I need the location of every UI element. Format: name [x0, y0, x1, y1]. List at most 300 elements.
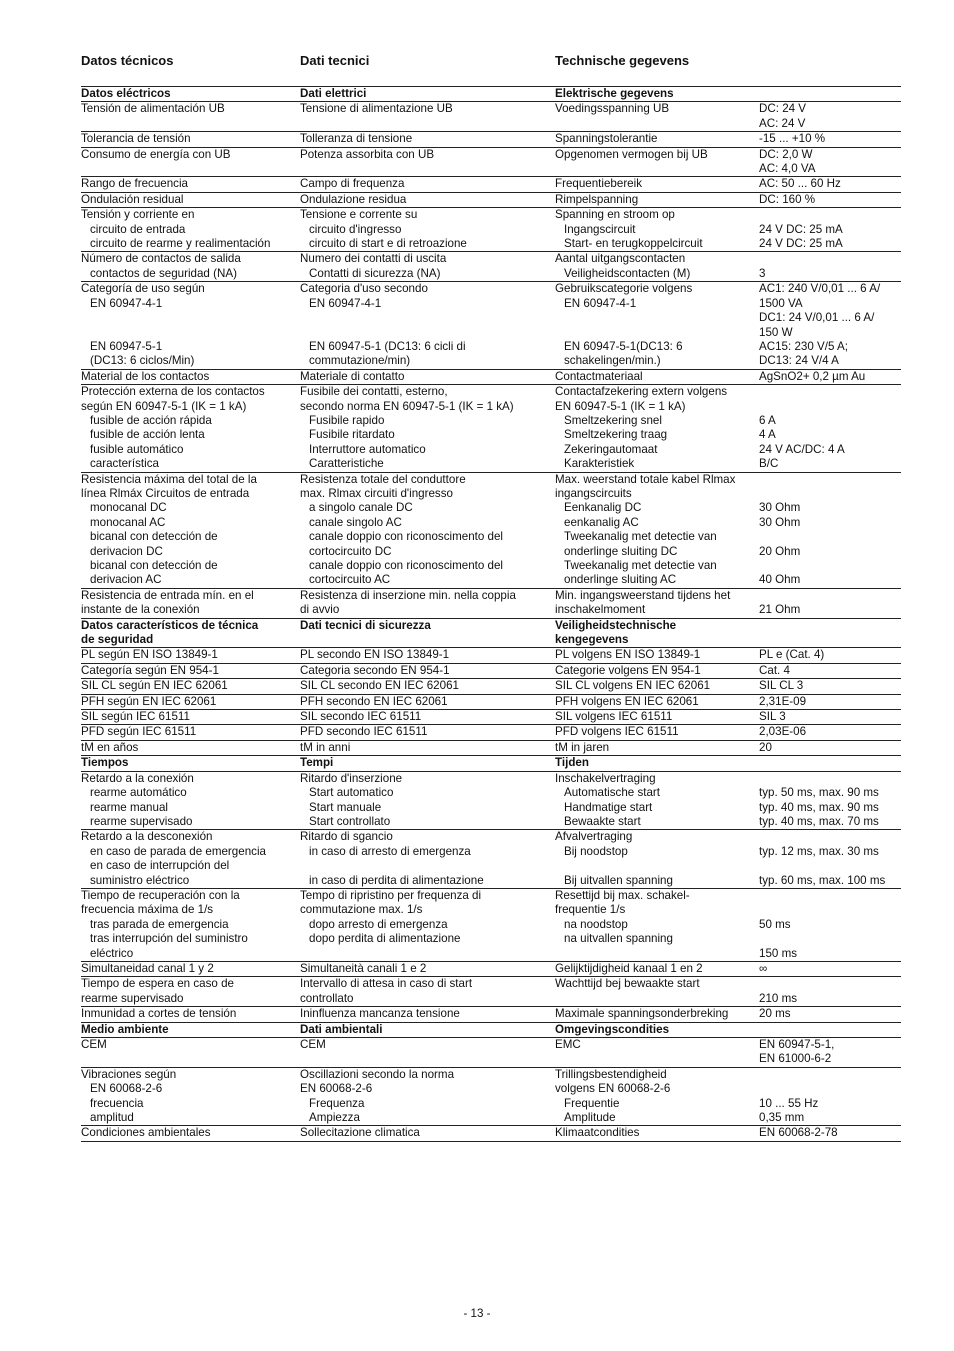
cell-line	[759, 1023, 901, 1037]
cell-line: frequentie 1/s	[555, 903, 626, 917]
cell-line: DC: 160 %	[759, 192, 816, 206]
cell-line: Sollecitazione climatica	[300, 1126, 420, 1140]
cell-value	[759, 1022, 901, 1037]
cell-nl	[555, 679, 759, 694]
cell-es	[81, 147, 300, 177]
cell-line: a singolo canale DC	[309, 501, 413, 515]
cell-line: PFD según IEC 61511	[81, 725, 197, 739]
cell-line: PFH secondo EN IEC 62061	[300, 694, 448, 708]
cell-line	[759, 208, 901, 222]
cell-line: Cat. 4	[759, 663, 790, 677]
cell-value	[759, 618, 901, 648]
cell-line: bicanal con detección de	[90, 530, 218, 544]
cell-line	[555, 326, 759, 340]
cell-line: de seguridad	[81, 633, 154, 647]
table-row	[81, 369, 901, 384]
cell-line: Tolerancia de tensión	[81, 132, 191, 146]
cell-es	[81, 740, 300, 755]
cell-value	[759, 888, 901, 961]
cell-nl	[555, 1126, 759, 1141]
cell-es	[81, 208, 300, 252]
cell-line: Contatti di sicurezza (NA)	[309, 266, 441, 280]
cell-es	[81, 87, 300, 102]
cell-it	[300, 588, 555, 618]
cell-line: rearme supervisado	[90, 814, 193, 828]
cell-line: 21 Ohm	[759, 603, 801, 617]
page-number: - 13 -	[463, 1307, 491, 1320]
cell-line: Bij noodstop	[564, 844, 628, 858]
cell-line	[759, 530, 901, 544]
cell-line: cortocircuito DC	[309, 544, 392, 558]
cell-line: fusible de acción lenta	[90, 428, 205, 442]
cell-line: 1500 VA	[759, 296, 803, 310]
cell-line: Categoria secondo EN 954-1	[300, 663, 450, 677]
cell-line: en caso de interrupción del	[90, 859, 230, 873]
cell-line: dopo perdita di alimentazione	[309, 932, 461, 946]
cell-nl	[555, 710, 759, 725]
cell-value	[759, 385, 901, 472]
cell-line: Condiciones ambientales	[81, 1126, 211, 1140]
cell-nl	[555, 977, 759, 1007]
cell-line: 210 ms	[759, 991, 798, 1005]
cell-line: contactos de seguridad (NA)	[90, 266, 237, 280]
cell-value	[759, 192, 901, 207]
cell-line: Categorie volgens EN 954-1	[555, 663, 701, 677]
cell-it	[300, 756, 555, 771]
cell-value	[759, 771, 901, 830]
cell-line: Frequentie	[564, 1096, 620, 1110]
cell-line: Resistencia máxima del total de la	[81, 472, 257, 486]
cell-value	[759, 177, 901, 192]
cell-line: Tensione di alimentazione UB	[300, 102, 453, 116]
cell-line: (DC13: 6 ciclos/Min)	[90, 354, 195, 368]
cell-line: EN 60068-2-6	[90, 1082, 163, 1096]
cell-line: Retardo a la conexión	[81, 771, 194, 785]
cell-line: Ingangscircuit	[564, 222, 636, 236]
cell-es	[81, 618, 300, 648]
cell-it	[300, 1038, 555, 1068]
cell-line: Ondulación residual	[81, 192, 184, 206]
cell-nl	[555, 648, 759, 663]
table-row	[81, 252, 901, 282]
cell-it	[300, 1022, 555, 1037]
cell-es	[81, 282, 300, 369]
cell-line: 2,03E-06	[759, 725, 807, 739]
cell-line: Fusibile dei contatti, esterno,	[300, 385, 448, 399]
cell-line: Medio ambiente	[81, 1022, 169, 1036]
cell-line: derivacion DC	[90, 544, 163, 558]
cell-it	[300, 1007, 555, 1022]
cell-line: tM in jaren	[555, 740, 610, 754]
cell-line: 40 Ohm	[759, 573, 801, 587]
cell-line: Tiempos	[81, 756, 129, 770]
cell-line	[759, 589, 901, 603]
cell-line: circuito di start e di retroazione	[309, 237, 467, 251]
cell-it	[300, 192, 555, 207]
heading-nl: Technische gegevens	[555, 53, 690, 68]
cell-line: Omgevingscondities	[555, 1022, 670, 1036]
section-row	[81, 618, 901, 648]
cell-line: max. Rlmax circuiti d'ingresso	[300, 486, 453, 500]
cell-value	[759, 740, 901, 755]
cell-line: AC1: 240 V/0,01 ... 6 A/	[759, 282, 881, 296]
cell-value	[759, 282, 901, 369]
cell-line	[759, 772, 901, 786]
cell-line	[300, 326, 555, 340]
cell-es	[81, 369, 300, 384]
cell-line	[759, 977, 901, 991]
cell-line	[759, 87, 901, 101]
cell-line: Materiale di contatto	[300, 369, 405, 383]
cell-line: dopo arresto di emergenza	[309, 917, 448, 931]
cell-line: Intervallo di attesa in caso di start	[300, 977, 473, 991]
cell-line: commutazione/min)	[309, 354, 411, 368]
cell-line: di avvio	[300, 603, 340, 617]
cell-line: typ. 40 ms, max. 90 ms	[759, 800, 879, 814]
cell-line: circuito d'ingresso	[309, 222, 402, 236]
table-row	[81, 725, 901, 740]
cell-line: EN 60947-4-1	[564, 296, 637, 310]
cell-it	[300, 663, 555, 678]
cell-line: Maximale spanningsonderbreking	[555, 1007, 729, 1021]
cell-line	[555, 947, 759, 961]
cell-value	[759, 961, 901, 976]
cell-line: EN 60947-5-1,	[759, 1038, 835, 1051]
cell-es	[81, 648, 300, 663]
cell-line: 150 ms	[759, 946, 798, 960]
cell-line: instante de la conexión	[81, 603, 200, 617]
cell-line: tras parada de emergencia	[90, 917, 229, 931]
table-row	[81, 588, 901, 618]
cell-it	[300, 679, 555, 694]
cell-line: Contactmateriaal	[555, 369, 643, 383]
cell-line	[759, 859, 901, 873]
cell-line: Ampiezza	[309, 1111, 360, 1125]
cell-line: AC: 4,0 VA	[759, 162, 816, 176]
cell-line: Tiempo de recuperación con la	[81, 888, 240, 902]
cell-line: según EN 60947-5-1 (IK = 1 kA)	[81, 399, 247, 413]
cell-es	[81, 588, 300, 618]
cell-line: typ. 50 ms, max. 90 ms	[759, 786, 879, 800]
cell-line: Dati tecnici di sicurezza	[300, 618, 431, 632]
cell-line: EMC	[555, 1038, 581, 1051]
cell-line	[759, 830, 901, 844]
cell-line: monocanal DC	[90, 501, 167, 515]
cell-line: Aantal uitgangscontacten	[555, 252, 686, 266]
cell-line: Smeltzekering snel	[564, 413, 662, 427]
table-row	[81, 1067, 901, 1126]
cell-line	[759, 473, 901, 487]
cell-line: 24 V AC/DC: 4 A	[759, 442, 845, 456]
cell-line: PFH volgens EN IEC 62061	[555, 694, 699, 708]
cell-line: amplitud	[90, 1111, 134, 1125]
cell-it	[300, 208, 555, 252]
cell-line: DC13: 24 V/4 A	[759, 354, 839, 368]
cell-value	[759, 1007, 901, 1022]
cell-line: Start- en terugkoppelcircuit	[564, 237, 703, 251]
cell-line: Gelijktijdigheid kanaal 1 en 2	[555, 961, 703, 975]
cell-line: PFD volgens IEC 61511	[555, 725, 679, 739]
cell-line: Klimaatcondities	[555, 1126, 640, 1140]
cell-line: Oscillazioni secondo la norma	[300, 1067, 455, 1081]
cell-line: Eenkanalig DC	[564, 501, 642, 515]
cell-line: onderlinge sluiting DC	[564, 544, 678, 558]
cell-line: derivacion AC	[90, 573, 162, 587]
cell-line	[81, 311, 300, 325]
cell-line: Wachttijd bej bewaakte start	[555, 977, 700, 991]
cell-line: DC1: 24 V/0,01 ... 6 A/	[759, 311, 875, 325]
cell-line: rearme manual	[90, 800, 168, 814]
cell-line: PL e (Cat. 4)	[759, 648, 825, 662]
cell-nl	[555, 756, 759, 771]
cell-line: Ininfluenza mancanza tensione	[300, 1007, 460, 1021]
cell-line: Retardo a la desconexión	[81, 830, 213, 844]
cell-it	[300, 888, 555, 961]
cell-line: circuito de entrada	[90, 222, 186, 236]
cell-line: cortocircuito AC	[309, 573, 391, 587]
cell-es	[81, 1022, 300, 1037]
cell-line: Opgenomen vermogen bij UB	[555, 147, 708, 161]
cell-value	[759, 756, 901, 771]
cell-line: 6 A	[759, 413, 776, 427]
cell-line: commutazione max. 1/s	[300, 903, 423, 917]
cell-line: canale singolo AC	[309, 515, 402, 529]
cell-line: Resistenza di inserzione min. nella coppia	[300, 588, 516, 602]
cell-line: Tolleranza di tensione	[300, 132, 413, 146]
cell-line: fusible de acción rápida	[90, 413, 212, 427]
cell-line: SIL CL 3	[759, 679, 804, 693]
table-row	[81, 282, 901, 369]
cell-line: rearme automático	[90, 786, 187, 800]
cell-line: Zekeringautomaat	[564, 442, 658, 456]
cell-line: Categoría de uso según	[81, 282, 205, 296]
cell-line: Start controllato	[309, 814, 391, 828]
table-row	[81, 1007, 901, 1022]
cell-line: Fusibile rapido	[309, 413, 385, 427]
cell-line: Resettijd bij max. schakel-	[555, 888, 690, 902]
cell-line: 20 Ohm	[759, 544, 801, 558]
cell-line: Tweekanalig met detectie van	[564, 559, 717, 572]
cell-line: PL secondo EN ISO 13849-1	[300, 648, 450, 662]
spec-table	[81, 86, 901, 1142]
cell-line: DC: 24 V	[759, 102, 807, 116]
cell-value	[759, 1126, 901, 1141]
cell-line: 3	[759, 266, 766, 280]
cell-line: 24 V DC: 25 mA	[759, 222, 843, 236]
table-row	[81, 102, 901, 132]
cell-nl	[555, 618, 759, 648]
cell-line: Potenza assorbita con UB	[300, 147, 435, 161]
cell-line: Afvalvertraging	[555, 830, 633, 844]
cell-value	[759, 472, 901, 588]
cell-es	[81, 177, 300, 192]
cell-line: Dati ambientali	[300, 1022, 383, 1036]
cell-line: Número de contactos de salida	[81, 252, 241, 266]
cell-line: Tiempo de espera en caso de	[81, 977, 234, 991]
cell-line: 50 ms	[759, 917, 791, 931]
cell-line: Frequentiebereik	[555, 177, 643, 191]
cell-line: Tensione e corrente su	[300, 208, 418, 222]
cell-es	[81, 385, 300, 472]
cell-line: Caratteristiche	[309, 457, 384, 471]
cell-line: línea Rlmáx Circuitos de entrada	[81, 486, 250, 500]
cell-line: Automatische start	[564, 786, 661, 800]
cell-line: onderlinge sluiting AC	[564, 573, 677, 587]
table-row	[81, 830, 901, 889]
cell-line: EN 60947-5-1(DC13: 6	[564, 339, 683, 353]
cell-line: PFH según EN IEC 62061	[81, 694, 217, 708]
cell-line: eenkanalig AC	[564, 515, 639, 529]
cell-line: EN 61000-6-2	[759, 1052, 832, 1066]
cell-value	[759, 1038, 901, 1068]
cell-line: kengegevens	[555, 633, 629, 647]
cell-value	[759, 725, 901, 740]
cell-es	[81, 694, 300, 709]
cell-line: in caso di perdita di alimentazione	[309, 873, 484, 887]
cell-es	[81, 977, 300, 1007]
cell-line: PL según EN ISO 13849-1	[81, 648, 218, 662]
cell-nl	[555, 1038, 759, 1068]
cell-it	[300, 385, 555, 472]
cell-line: B/C	[759, 457, 779, 471]
cell-line: Tweekanalig met detectie van	[564, 530, 717, 544]
cell-line: Elektrische gegevens	[555, 87, 674, 100]
cell-line: Dati elettrici	[300, 87, 367, 100]
cell-nl	[555, 282, 759, 369]
table-row	[81, 888, 901, 961]
cell-line: 10 ... 55 Hz	[759, 1096, 819, 1110]
cell-line: monocanal AC	[90, 515, 166, 529]
cell-line: Resistencia de entrada mín. en el	[81, 588, 254, 602]
cell-line: Datos característicos de técnica	[81, 618, 259, 632]
cell-it	[300, 177, 555, 192]
cell-nl	[555, 961, 759, 976]
cell-nl	[555, 177, 759, 192]
cell-line: Ritardo di sgancio	[300, 830, 393, 844]
cell-line: Veiligheidscontacten (M)	[564, 266, 691, 280]
table-row	[81, 385, 901, 472]
cell-line: tras interrupción del suministro	[90, 932, 248, 946]
cell-line: en caso de parada de emergencia	[90, 844, 266, 858]
cell-nl	[555, 1022, 759, 1037]
cell-es	[81, 252, 300, 282]
cell-line: frecuencia	[90, 1096, 144, 1110]
cell-nl	[555, 192, 759, 207]
cell-line: canale doppio con riconoscimento del	[309, 530, 503, 544]
cell-line: EN 60068-2-6	[300, 1082, 373, 1096]
cell-es	[81, 961, 300, 976]
cell-line: Tempi	[300, 756, 334, 770]
cell-line: rearme supervisado	[81, 991, 184, 1005]
cell-value	[759, 87, 901, 102]
section-row	[81, 1022, 901, 1037]
cell-line: Inmunidad a cortes de tensión	[81, 1007, 237, 1021]
cell-value	[759, 694, 901, 709]
table-row	[81, 472, 901, 588]
table-row	[81, 694, 901, 709]
cell-line: Material de los contactos	[81, 369, 210, 383]
cell-line: 0,35 mm	[759, 1111, 805, 1125]
cell-line	[81, 326, 300, 340]
cell-es	[81, 679, 300, 694]
cell-line	[759, 487, 901, 501]
cell-value	[759, 710, 901, 725]
cell-line	[759, 252, 901, 266]
cell-line: ∞	[759, 961, 768, 975]
cell-line: característica	[90, 457, 159, 471]
cell-line: AC: 24 V	[759, 116, 806, 130]
cell-it	[300, 102, 555, 132]
cell-line	[555, 859, 759, 873]
cell-line: Datos eléctricos	[81, 87, 171, 100]
cell-line: Inschakelvertraging	[555, 771, 656, 785]
cell-line: secondo norma EN 60947-5-1 (IK = 1 kA)	[300, 399, 514, 413]
cell-value	[759, 588, 901, 618]
table-row	[81, 679, 901, 694]
cell-es	[81, 1007, 300, 1022]
cell-line: Smeltzekering traag	[564, 428, 668, 442]
cell-es	[81, 771, 300, 830]
cell-es	[81, 1038, 300, 1068]
cell-line: 2,31E-09	[759, 694, 807, 708]
cell-line: schakelingen/min.)	[564, 354, 661, 368]
cell-line: SIL volgens IEC 61511	[555, 710, 673, 724]
cell-line: Vibraciones según	[81, 1067, 177, 1081]
cell-nl	[555, 830, 759, 889]
cell-it	[300, 830, 555, 889]
cell-it	[300, 648, 555, 663]
cell-nl	[555, 132, 759, 147]
cell-it	[300, 252, 555, 282]
cell-line: EN 60947-4-1	[309, 296, 382, 310]
cell-value	[759, 252, 901, 282]
cell-line	[759, 756, 901, 770]
cell-line: bicanal con detección de	[90, 559, 218, 572]
cell-line: Handmatige start	[564, 800, 653, 814]
cell-line: Bij uitvallen spanning	[564, 873, 673, 887]
cell-nl	[555, 369, 759, 384]
table-row	[81, 961, 901, 976]
cell-line: 20 ms	[759, 1007, 791, 1021]
cell-line: Protección externa de los contactos	[81, 385, 265, 399]
cell-line: EN 60947-4-1	[90, 296, 163, 310]
cell-line: Resistenza totale del conduttore	[300, 472, 466, 486]
cell-line: PL volgens EN ISO 13849-1	[555, 648, 701, 662]
cell-line: AgSnO2+ 0,2 µm Au	[759, 369, 866, 383]
cell-line: Categoría según EN 954-1	[81, 663, 219, 677]
section-row	[81, 756, 901, 771]
cell-line: -15 ... +10 %	[759, 132, 826, 146]
cell-line: Bewaakte start	[564, 814, 641, 828]
cell-line: na uitvallen spanning	[564, 932, 673, 946]
cell-it	[300, 694, 555, 709]
cell-line: Tempo di ripristino per frequenza di	[300, 888, 482, 902]
cell-es	[81, 102, 300, 132]
cell-line: Tensión de alimentación UB	[81, 102, 225, 116]
cell-line: Rango de frecuencia	[81, 177, 188, 191]
table-row	[81, 771, 901, 830]
table-row	[81, 192, 901, 207]
cell-line: frecuencia máxima de 1/s	[81, 903, 214, 917]
cell-line: Veiligheidstechnische	[555, 618, 677, 632]
cell-line	[300, 311, 555, 325]
cell-nl	[555, 694, 759, 709]
cell-line: DC: 2,0 W	[759, 147, 813, 161]
cell-line: Categoria d'uso secondo	[300, 282, 428, 296]
cell-line: volgens EN 60068-2-6	[555, 1082, 671, 1096]
cell-line: controllato	[300, 991, 354, 1005]
cell-line: Karakteristiek	[564, 457, 635, 471]
